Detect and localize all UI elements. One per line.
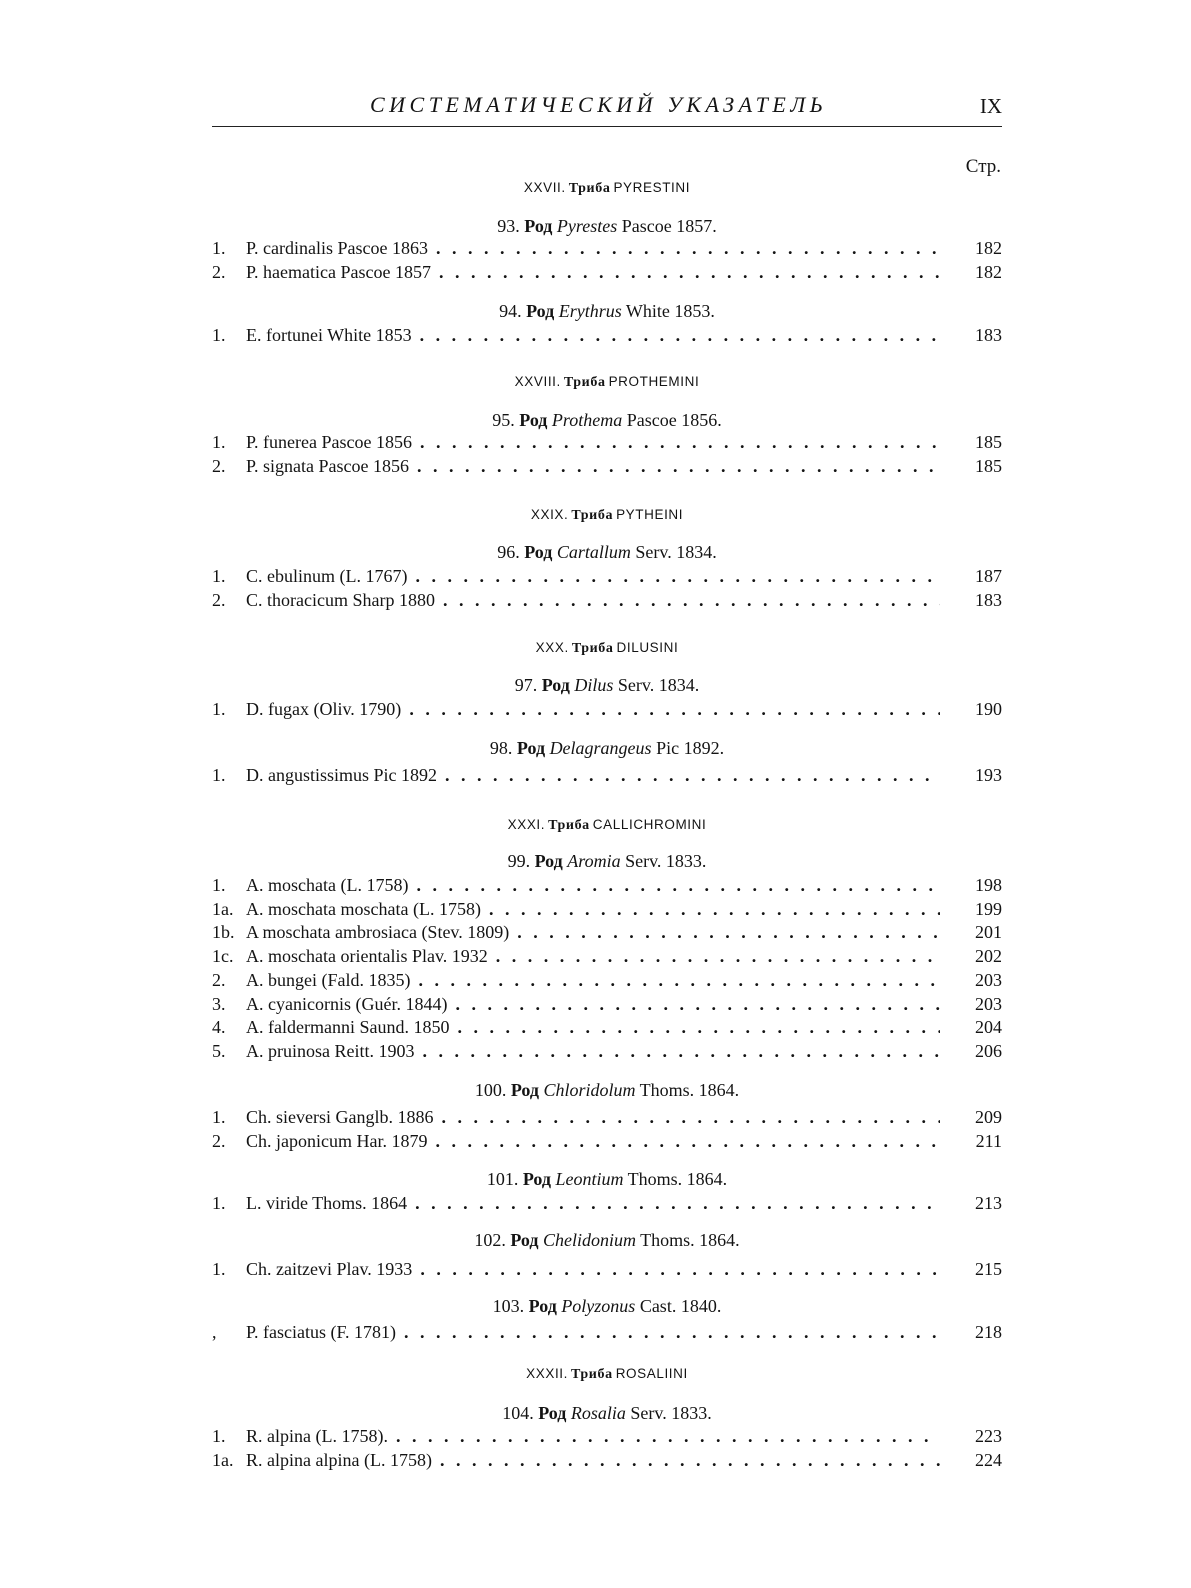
- species-entry: [212, 590, 1002, 614]
- species-entry: [212, 262, 1002, 286]
- species-name: A. faldermanni Saund. 1850 . . .: [246, 1017, 940, 1038]
- tribe-name: DILUSINI: [616, 640, 679, 655]
- species-entry: [212, 1131, 1002, 1155]
- tribe-number: XXX.: [535, 640, 569, 655]
- genus-word: Род: [519, 410, 552, 430]
- genus-name: Chelidonium: [542, 1230, 636, 1250]
- species-name: P. cardinalis Pascoe 1863 . . .: [246, 238, 940, 259]
- species-name: D. angustissimus Pic 1892 . . .: [246, 765, 940, 786]
- species-name: P. funerea Pascoe 1856 . . .: [246, 432, 940, 453]
- genus-name: Chloridolum: [543, 1080, 636, 1100]
- page-number: IX: [979, 94, 1002, 118]
- species-name: A moschata ambrosiaca (Stev. 1809) . . .: [246, 922, 940, 943]
- tribe-number: XXVIII.: [514, 374, 561, 389]
- genus-word: Род: [510, 1230, 543, 1250]
- species-name: A. cyanicornis (Guér. 1844) . . .: [246, 994, 940, 1015]
- genus-author: Serv. 1834.: [613, 675, 700, 695]
- entry-number: 1.: [212, 432, 226, 452]
- tribe-name: PYTHEINI: [616, 507, 684, 522]
- tribe-word: Триба: [571, 508, 614, 523]
- genus-word: Род: [524, 216, 557, 236]
- genus-author: Serv. 1833.: [625, 1403, 712, 1423]
- species-name: A. moschata moschata (L. 1758) . . .: [246, 899, 940, 920]
- tribe-word: Триба: [548, 818, 590, 833]
- tribe-heading: [212, 374, 1002, 391]
- tribe-number: XXXII.: [526, 1366, 569, 1381]
- genus-name: Leontium: [555, 1169, 624, 1189]
- genus-word: Род: [528, 1296, 562, 1316]
- species-name: Ch. japonicum Har. 1879 . . .: [246, 1131, 940, 1152]
- species-name: P. fasciatus (F. 1781) . . .: [246, 1322, 940, 1343]
- species-name: C. thoracicum Sharp 1880 . . .: [246, 590, 940, 611]
- page-reference: 193: [975, 765, 1002, 785]
- page-column-label: Стр.: [965, 156, 1001, 177]
- page-reference: 213: [975, 1193, 1002, 1213]
- genus-number: 100.: [474, 1080, 511, 1100]
- genus-word: Род: [538, 1403, 571, 1423]
- genus-author: Serv. 1834.: [630, 542, 717, 562]
- tribe-name: PROTHEMINI: [608, 374, 700, 389]
- page-reference: 185: [975, 456, 1002, 476]
- genus-heading: [212, 1403, 1002, 1424]
- species-name: E. fortunei White 1853 . . .: [246, 325, 940, 346]
- tribe-word: Триба: [571, 1367, 613, 1382]
- species-entry: [212, 456, 1002, 480]
- genus-word: Род: [541, 675, 575, 695]
- page-reference: 211: [975, 1131, 1002, 1151]
- entry-number: 1.: [212, 875, 226, 895]
- page-reference: 215: [975, 1259, 1002, 1279]
- tribe-word: Триба: [568, 181, 611, 196]
- genus-author: Cast. 1840.: [635, 1296, 722, 1316]
- genus-heading: [212, 216, 1002, 237]
- species-entry: [212, 432, 1002, 456]
- genus-name: Pyrestes: [556, 216, 618, 236]
- genus-number: 103.: [492, 1296, 529, 1316]
- genus-name: Dilus: [574, 675, 614, 695]
- species-entry: [212, 922, 1002, 946]
- entry-number: 1.: [212, 238, 226, 258]
- genus-name: Delagrangeus: [549, 738, 652, 758]
- genus-author: Pascoe 1856.: [622, 410, 722, 430]
- page-header: [212, 92, 1002, 132]
- page-reference: 223: [975, 1426, 1002, 1446]
- genus-author: White 1853.: [621, 301, 715, 321]
- genus-heading: [212, 738, 1002, 759]
- genus-name: Polyzonus: [561, 1296, 636, 1316]
- entry-number: 5.: [212, 1041, 226, 1061]
- species-entry: [212, 325, 1002, 349]
- tribe-heading: [212, 180, 1002, 197]
- page-reference: 187: [975, 566, 1002, 586]
- genus-heading: [212, 1169, 1002, 1190]
- genus-number: 99.: [507, 851, 535, 871]
- tribe-number: XXIX.: [530, 507, 569, 522]
- genus-name: Prothema: [551, 410, 623, 430]
- page-reference: 218: [975, 1322, 1002, 1342]
- genus-word: Род: [534, 851, 568, 871]
- species-entry: [212, 699, 1002, 723]
- entry-number: 1.: [212, 566, 226, 586]
- species-entry: [212, 875, 1002, 899]
- entry-number: 2.: [212, 1131, 226, 1151]
- entry-number: 1.: [212, 1193, 226, 1213]
- genus-name: Erythrus: [558, 301, 622, 321]
- species-name: R. alpina alpina (L. 1758) . . .: [246, 1450, 940, 1471]
- genus-heading: [212, 675, 1002, 696]
- genus-number: 93.: [497, 216, 525, 236]
- genus-heading: [212, 1080, 1002, 1101]
- species-entry: [212, 1041, 1002, 1065]
- genus-author: Serv. 1833.: [620, 851, 707, 871]
- tribe-number: XXVII.: [523, 180, 566, 195]
- genus-number: 102.: [474, 1230, 511, 1250]
- species-entry: [212, 1322, 1002, 1346]
- entry-number: 2.: [212, 590, 226, 610]
- tribe-heading: [212, 640, 1002, 657]
- running-title: СИСТЕМАТИЧЕСКИЙ УКАЗАТЕЛЬ: [370, 92, 828, 117]
- species-entry: [212, 1193, 1002, 1217]
- entry-number: 1.: [212, 1259, 226, 1279]
- genus-word: Род: [510, 1080, 544, 1100]
- species-entry: [212, 566, 1002, 590]
- genus-author: Thoms. 1864.: [635, 1080, 740, 1100]
- page-reference: 203: [975, 994, 1002, 1014]
- entry-number: ,: [212, 1322, 217, 1342]
- species-entry: [212, 1450, 1002, 1474]
- genus-author: Thoms. 1864.: [623, 1169, 728, 1189]
- genus-name: Aromia: [567, 851, 621, 871]
- entry-number: 2.: [212, 970, 226, 990]
- species-name: A. moschata (L. 1758) . . .: [246, 875, 940, 896]
- entry-number: 1.: [212, 699, 226, 719]
- species-name: A. pruinosa Reitt. 1903 . . .: [246, 1041, 940, 1062]
- species-entry: [212, 994, 1002, 1018]
- genus-number: 97.: [514, 675, 542, 695]
- species-name: C. ebulinum (L. 1767) . . .: [246, 566, 940, 587]
- page-reference: 209: [975, 1107, 1002, 1127]
- species-name: A. moschata orientalis Plav. 1932 . . .: [246, 946, 940, 967]
- entry-number: 3.: [212, 994, 226, 1014]
- genus-author: Pascoe 1857.: [617, 216, 717, 236]
- species-entry: [212, 765, 1002, 789]
- page-reference: 190: [975, 699, 1002, 719]
- entry-number: 1c.: [212, 946, 234, 966]
- page-reference: 182: [975, 238, 1002, 258]
- species-name: R. alpina (L. 1758). . . .: [246, 1426, 940, 1447]
- genus-word: Род: [526, 301, 559, 321]
- species-entry: [212, 970, 1002, 994]
- genus-name: Rosalia: [570, 1403, 626, 1423]
- page-reference: 182: [975, 262, 1002, 282]
- genus-author: Thoms. 1864.: [635, 1230, 740, 1250]
- entry-number: 1.: [212, 765, 226, 785]
- entry-number: 4.: [212, 1017, 226, 1037]
- entry-number: 1.: [212, 325, 226, 345]
- header-rule: [212, 126, 1002, 127]
- tribe-heading: [212, 507, 1002, 524]
- tribe-heading: [212, 1366, 1002, 1383]
- genus-number: 96.: [497, 542, 525, 562]
- genus-number: 95.: [492, 410, 520, 430]
- species-name: P. haematica Pascoe 1857 . . .: [246, 262, 940, 283]
- species-name: D. fugax (Oliv. 1790) . . .: [246, 699, 940, 720]
- species-entry: [212, 1426, 1002, 1450]
- genus-heading: [212, 410, 1002, 431]
- tribe-heading: [212, 817, 1002, 834]
- tribe-word: Триба: [571, 641, 614, 656]
- genus-heading: [212, 851, 1002, 872]
- entry-number: 1.: [212, 1107, 226, 1127]
- species-name: Ch. zaitzevi Plav. 1933 . . .: [246, 1259, 940, 1280]
- genus-word: Род: [522, 1169, 556, 1189]
- page-reference: 206: [975, 1041, 1002, 1061]
- tribe-name: ROSALIINI: [615, 1366, 688, 1381]
- page-reference: 198: [975, 875, 1002, 895]
- page-reference: 204: [975, 1017, 1002, 1037]
- species-name: P. signata Pascoe 1856 . . .: [246, 456, 940, 477]
- genus-number: 104.: [502, 1403, 539, 1423]
- entry-number: 1.: [212, 1426, 226, 1446]
- genus-heading: [212, 542, 1002, 563]
- genus-number: 101.: [486, 1169, 523, 1189]
- genus-heading: [212, 301, 1002, 322]
- genus-number: 98.: [489, 738, 517, 758]
- genus-number: 94.: [499, 301, 527, 321]
- entry-number: 1a.: [212, 899, 234, 919]
- species-entry: [212, 899, 1002, 923]
- species-entry: [212, 1259, 1002, 1283]
- species-entry: [212, 1017, 1002, 1041]
- species-name: Ch. sieversi Ganglb. 1886 . . .: [246, 1107, 940, 1128]
- tribe-number: XXXI.: [507, 817, 546, 832]
- entry-number: 2.: [212, 456, 226, 476]
- genus-word: Род: [516, 738, 550, 758]
- genus-heading: [212, 1230, 1002, 1251]
- page-reference: 199: [975, 899, 1002, 919]
- genus-word: Род: [524, 542, 557, 562]
- tribe-name: PYRESTINI: [613, 180, 691, 195]
- tribe-word: Триба: [563, 375, 606, 390]
- entry-number: 2.: [212, 262, 226, 282]
- species-name: A. bungei (Fald. 1835) . . .: [246, 970, 940, 991]
- page-reference: 183: [975, 325, 1002, 345]
- page-reference: 203: [975, 970, 1002, 990]
- page-reference: 224: [975, 1450, 1002, 1470]
- entry-number: 1b.: [212, 922, 235, 942]
- page-reference: 183: [975, 590, 1002, 610]
- genus-name: Cartallum: [556, 542, 631, 562]
- genus-heading: [212, 1296, 1002, 1317]
- page-reference: 202: [975, 946, 1002, 966]
- species-entry: [212, 946, 1002, 970]
- page-reference: 201: [975, 922, 1002, 942]
- species-entry: [212, 1107, 1002, 1131]
- entry-number: 1a.: [212, 1450, 234, 1470]
- genus-author: Pic 1892.: [651, 738, 725, 758]
- tribe-name: CALLICHROMINI: [592, 817, 707, 832]
- page-reference: 185: [975, 432, 1002, 452]
- species-name: L. viride Thoms. 1864 . . .: [246, 1193, 940, 1214]
- species-entry: [212, 238, 1002, 262]
